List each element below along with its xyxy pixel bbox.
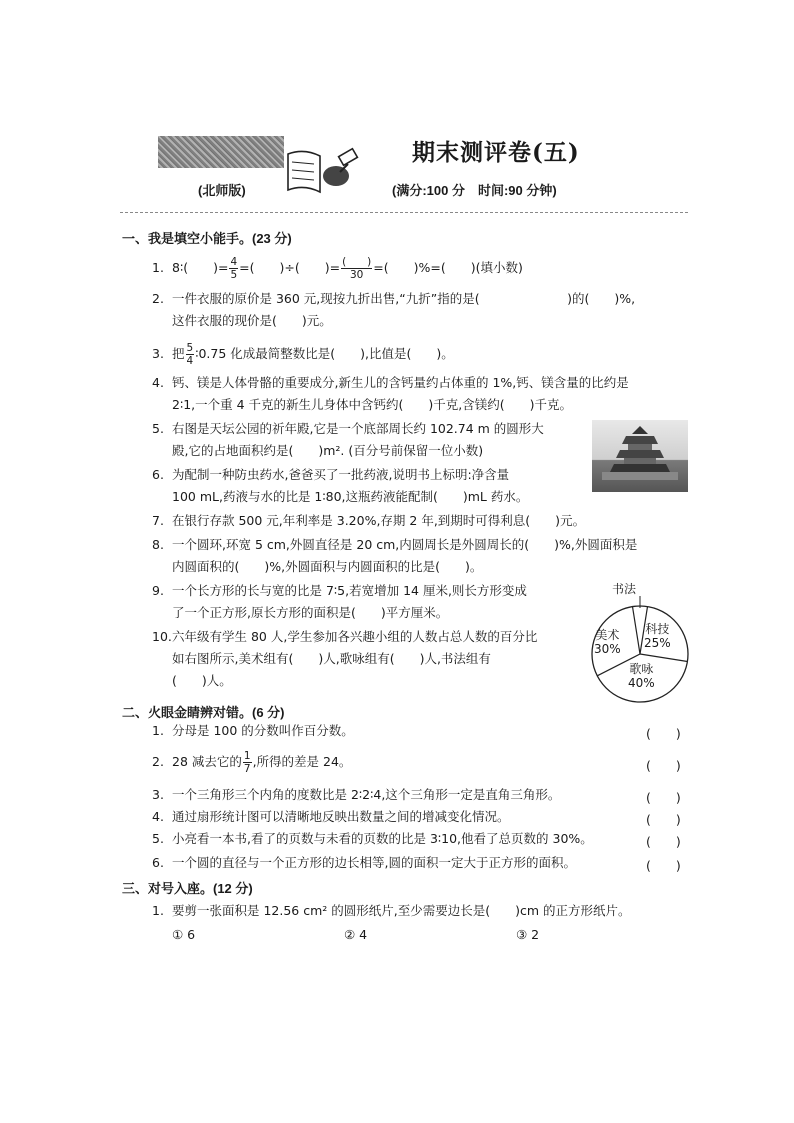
question-2-2: 2. 28 减去它的 $\frac{1}{7}$ ,所得的差是 24。 bbox=[152, 750, 352, 775]
section-2-title: 二、火眼金睛辨对错。(6 分) bbox=[122, 705, 285, 720]
question-1-9: 9. 一个长方形的长与宽的比是 7∶5,若宽增加 14 厘米,则长方形变成 了一个正方形,原长方形的面积是( )平方厘米。 bbox=[152, 583, 527, 620]
answer-paren-2-5[interactable]: ( ) bbox=[646, 834, 681, 849]
book-magnifier-icon bbox=[284, 142, 362, 200]
option-3-1-b[interactable]: ② 4 bbox=[344, 927, 368, 942]
question-2-6: 6. 一个圆的直径与一个正方形的边长相等,圆的面积一定大于正方形的面积。 bbox=[152, 855, 576, 870]
score-info: (满分:100 分 时间:90 分钟) bbox=[392, 183, 557, 198]
question-1-10: 10.六年级有学生 80 人,学生参加各兴趣小组的人数占总人数的百分比 如右图所示,美术组有( )人,歌咏组有( )人,书法组有 ( )人。 bbox=[152, 629, 538, 688]
answer-paren-2-3[interactable]: ( ) bbox=[646, 790, 681, 805]
pie-label-calligraphy: 书法 bbox=[612, 582, 637, 596]
question-1-4: 4. 钙、镁是人体骨骼的重要成分,新生儿的含钙量约占体重的 1%,钙、镁含量的比约是 2∶1,一个重 4 千克的新生儿身体中含钙约( )千克,含镁约( )千克。 bbox=[152, 375, 629, 412]
answer-paren-2-2[interactable]: ( ) bbox=[646, 758, 681, 773]
option-3-1-a[interactable]: ① 6 bbox=[172, 927, 196, 942]
interest-group-pie-chart bbox=[588, 582, 692, 706]
pie-label-tech: 科技 25% bbox=[644, 622, 671, 650]
question-2-3: 3. 一个三角形三个内角的度数比是 2∶2∶4,这个三角形一定是直角三角形。 bbox=[152, 787, 561, 802]
pie-label-art: 美术 30% bbox=[594, 628, 621, 656]
question-2-5: 5. 小亮看一本书,看了的页数与未看的页数的比是 3∶10,他看了总页数的 30%。 bbox=[152, 831, 593, 846]
question-1-2: 2. 一件衣服的原价是 360 元,现按九折出售,“九折”指的是( )的( )%, 这件衣服的现价是( )元。 bbox=[152, 291, 636, 328]
question-1-1: 1. 8∶( )= $\frac{4}{5}$ =( )÷( )= $\frac{( )}{30}$ =( )%=( )(填小数) bbox=[152, 256, 523, 281]
question-2-1: 1. 分母是 100 的分数叫作百分数。 bbox=[152, 723, 354, 738]
section-1-title: 一、我是填空小能手。(23 分) bbox=[122, 231, 292, 246]
answer-paren-2-1[interactable]: ( ) bbox=[646, 726, 681, 741]
decorative-stamp bbox=[158, 136, 284, 168]
header-divider bbox=[120, 212, 688, 213]
temple-of-heaven-icon bbox=[592, 420, 688, 492]
question-1-6: 6. 为配制一种防虫药水,爸爸买了一批药液,说明书上标明:净含量 100 mL,药液与水的比是 1∶80,这瓶药液能配制( )mL 药水。 bbox=[152, 467, 529, 504]
temple-photo bbox=[592, 420, 688, 492]
pie-label-song: 歌咏 40% bbox=[628, 662, 655, 690]
question-1-5: 5. 右图是天坛公园的祈年殿,它是一个底部周长约 102.74 m 的圆形大 殿,它的占地面积约是( )m². (百分号前保留一位小数) bbox=[152, 421, 544, 458]
question-3-1: 1. 要剪一张面积是 12.56 cm² 的圆形纸片,至少需要边长是( )cm 的正方形纸片。 bbox=[152, 903, 631, 918]
page-title: 期末测评卷(五) bbox=[412, 139, 580, 166]
answer-paren-2-6[interactable]: ( ) bbox=[646, 858, 681, 873]
question-2-4: 4. 通过扇形统计图可以清晰地反映出数量之间的增减变化情况。 bbox=[152, 809, 510, 824]
edition-label: (北师版) bbox=[198, 183, 246, 198]
section-3-title: 三、对号入座。(12 分) bbox=[122, 881, 253, 896]
answer-paren-2-4[interactable]: ( ) bbox=[646, 812, 681, 827]
question-1-7: 7. 在银行存款 500 元,年利率是 3.20%,存期 2 年,到期时可得利息( )元。 bbox=[152, 513, 586, 528]
question-1-3: 3. 把 $\frac{5}{4}$ ∶0.75 化成最简整数比是( ),比值是( )。 bbox=[152, 342, 454, 367]
option-3-1-c[interactable]: ③ 2 bbox=[516, 927, 540, 942]
question-1-8: 8. 一个圆环,环宽 5 cm,外圆直径是 20 cm,内圆周长是外圆周长的( )%,外圆面积是 内圆面积的( )%,外圆面积与内圆面积的比是( )。 bbox=[152, 537, 638, 574]
